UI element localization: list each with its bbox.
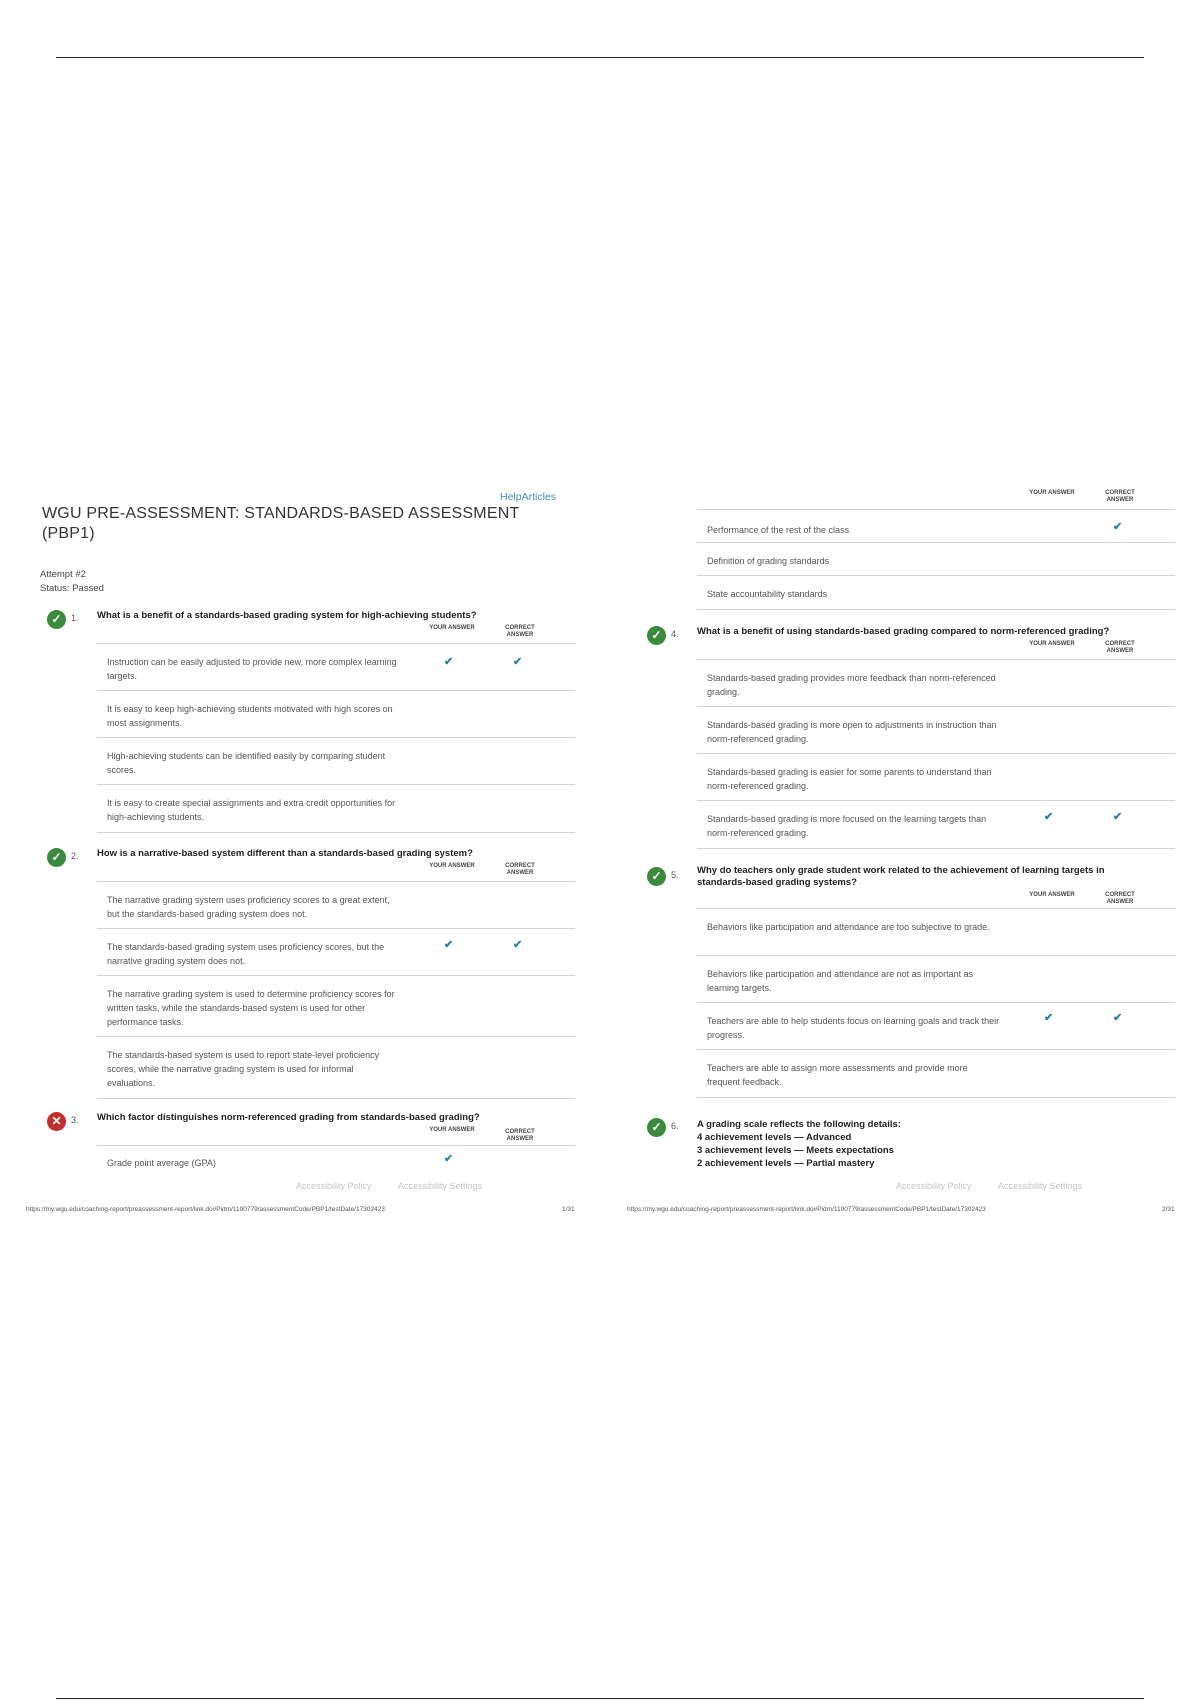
- answer-option: [97, 1145, 575, 1176]
- answer-option: [697, 753, 1175, 801]
- x-circle-icon: ✕: [47, 1112, 66, 1131]
- your-answer-header: YOUR ANSWER: [429, 1127, 475, 1133]
- answer-option: [697, 542, 1175, 576]
- status-label: Status: Passed: [40, 583, 104, 594]
- option-text: The narrative grading system uses proficiency scores to a great extent, but the standards-based grading system does not.: [107, 895, 390, 919]
- accessibility-policy-link[interactable]: Accessibility Policy: [896, 1181, 972, 1191]
- answer-option: [697, 659, 1175, 707]
- correct-answer-header: CORRECT ANSWER: [1105, 892, 1135, 905]
- option-text: Instruction can be easily adjusted to provide new, more complex learning targets.: [107, 657, 397, 681]
- question-detail-line: 3 achievement levels — Meets expectations: [697, 1145, 894, 1156]
- option-text: Teachers are able to assign more assessments and provide more frequent feedback.: [707, 1063, 968, 1087]
- check-circle-icon: ✓: [647, 867, 666, 886]
- option-text: Performance of the rest of the class: [707, 525, 850, 535]
- accessibility-settings-link[interactable]: Accessibility Settings: [398, 1181, 483, 1191]
- page-number: 1/31: [562, 1206, 575, 1213]
- correct-answer-header: CORRECT ANSWER: [505, 1129, 535, 1142]
- question-text: Which factor distinguishes norm-referenced grading from standards-based grading?: [97, 1112, 480, 1123]
- correct-answer-check-icon: ✔: [1113, 811, 1123, 823]
- question-text: What is a benefit of a standards-based grading system for high-achieving students?: [97, 610, 477, 621]
- option-text: Standards-based grading is easier for some parents to understand than norm-referenced grading.: [707, 767, 992, 791]
- option-text: Grade point average (GPA): [107, 1158, 216, 1168]
- answer-option: [697, 800, 1175, 849]
- your-answer-header: YOUR ANSWER: [1029, 641, 1075, 647]
- your-answer-header: YOUR ANSWER: [1029, 490, 1075, 496]
- option-text: It is easy to keep high-achieving students motivated with high scores on most assignments.: [107, 704, 393, 728]
- check-circle-icon: ✓: [47, 848, 66, 867]
- page-number: 2/31: [1162, 1206, 1175, 1213]
- question-text: A grading scale reflects the following details:: [697, 1119, 901, 1130]
- option-text: The standards-based grading system uses proficiency scores, but the narrative grading system does not.: [107, 942, 385, 966]
- answer-option: [697, 706, 1175, 754]
- accessibility-policy-link[interactable]: Accessibility Policy: [296, 1181, 372, 1191]
- page-left: [22, 488, 582, 1213]
- question-number: 1.: [71, 613, 79, 623]
- answer-option: [97, 784, 575, 833]
- correct-answer-check-icon: ✔: [1113, 1012, 1123, 1024]
- option-text: High-achieving students can be identified easily by comparing student scores.: [107, 751, 386, 775]
- question-number: 4.: [671, 629, 679, 639]
- option-text: The standards-based system is used to report state-level proficiency scores, while the narrative grading system is used for informal evaluations.: [107, 1050, 380, 1088]
- check-circle-icon: ✓: [647, 1118, 666, 1137]
- correct-answer-header: CORRECT ANSWER: [1105, 641, 1135, 654]
- answer-option: [697, 575, 1175, 610]
- help-articles-link[interactable]: HelpArticles: [500, 491, 557, 503]
- question-text: What is a benefit of using standards-based grading compared to norm-referenced grading?: [697, 626, 1110, 637]
- your-answer-check-icon: ✔: [444, 939, 454, 951]
- question-detail-line: 2 achievement levels — Partial mastery: [697, 1158, 875, 1169]
- answer-option: [697, 908, 1175, 956]
- option-text: Standards-based grading is more focused on the learning targets than norm-referenced grading.: [707, 814, 987, 838]
- question-text: Why do teachers only grade student work related to the achievement of learning targets in standards-based grading systems?: [697, 865, 1105, 888]
- question-text: How is a narrative-based system different than a standards-based grading system?: [97, 848, 473, 859]
- your-answer-check-icon: ✔: [1044, 1012, 1054, 1024]
- your-answer-check-icon: ✔: [444, 1153, 454, 1165]
- question-number: 2.: [71, 851, 79, 861]
- answer-option: [97, 737, 575, 785]
- option-text: State accountability standards: [707, 589, 828, 599]
- correct-answer-check-icon: ✔: [1113, 521, 1123, 533]
- answer-option: [97, 928, 575, 976]
- answer-option: [97, 881, 575, 929]
- option-text: Standards-based grading is more open to adjustments in instruction than norm-referenced grading.: [707, 720, 997, 744]
- your-answer-header: YOUR ANSWER: [429, 625, 475, 631]
- your-answer-header: YOUR ANSWER: [1029, 892, 1075, 898]
- page-url: https://my.wgu.edu/coaching-report/preassessment-report/link.do#Pidm/1190779/assessmentCode/PBP1/testDate/17302423: [627, 1206, 986, 1213]
- question-number: 5.: [671, 870, 679, 880]
- correct-answer-check-icon: ✔: [513, 939, 523, 951]
- option-text: Standards-based grading provides more feedback than norm-referenced grading.: [707, 673, 996, 697]
- question-number: 6.: [671, 1121, 679, 1131]
- answer-option: [97, 975, 575, 1037]
- option-text: Behaviors like participation and attendance are too subjective to grade.: [707, 922, 990, 932]
- question-number: 3.: [71, 1115, 79, 1125]
- page-url: https://my.wgu.edu/coaching-report/preassessment-report/link.do#Pidm/1190779/assessmentCode/PBP1/testDate/17302423: [26, 1206, 385, 1213]
- your-answer-check-icon: ✔: [444, 656, 454, 668]
- answer-option: [97, 1036, 575, 1099]
- answer-option: [697, 1049, 1175, 1098]
- page-right: [622, 488, 1182, 1213]
- assessment-title: WGU PRE-ASSESSMENT: STANDARDS-BASED ASSESSMENT (PBP1): [42, 505, 520, 542]
- bottom-page-rule: [56, 1698, 1144, 1699]
- answer-option: [97, 690, 575, 738]
- check-circle-icon: ✓: [647, 626, 666, 645]
- question-detail-line: 4 achievement levels — Advanced: [697, 1132, 852, 1143]
- answer-option: [97, 643, 575, 691]
- option-text: Teachers are able to help students focus on learning goals and track their progress.: [707, 1016, 1000, 1040]
- option-text: It is easy to create special assignments and extra credit opportunities for high-achieving students.: [107, 798, 396, 822]
- accessibility-settings-link[interactable]: Accessibility Settings: [998, 1181, 1083, 1191]
- correct-answer-header: CORRECT ANSWER: [505, 863, 535, 876]
- your-answer-check-icon: ✔: [1044, 811, 1054, 823]
- answer-option: [697, 1002, 1175, 1050]
- check-circle-icon: ✓: [47, 610, 66, 629]
- answer-option: [697, 955, 1175, 1003]
- top-page-rule: [56, 57, 1144, 58]
- attempt-label: Attempt #2: [40, 569, 86, 580]
- option-text: The narrative grading system is used to determine proficiency scores for written tasks, while the standards-based system is used for other performance tasks.: [107, 989, 395, 1027]
- option-text: Definition of grading standards: [707, 556, 830, 566]
- option-text: Behaviors like participation and attendance are not as important as learning targets.: [707, 969, 974, 993]
- correct-answer-check-icon: ✔: [513, 656, 523, 668]
- correct-answer-header: CORRECT ANSWER: [505, 625, 535, 638]
- answer-option: [697, 509, 1175, 543]
- your-answer-header: YOUR ANSWER: [429, 863, 475, 869]
- correct-answer-header: CORRECT ANSWER: [1105, 490, 1135, 503]
